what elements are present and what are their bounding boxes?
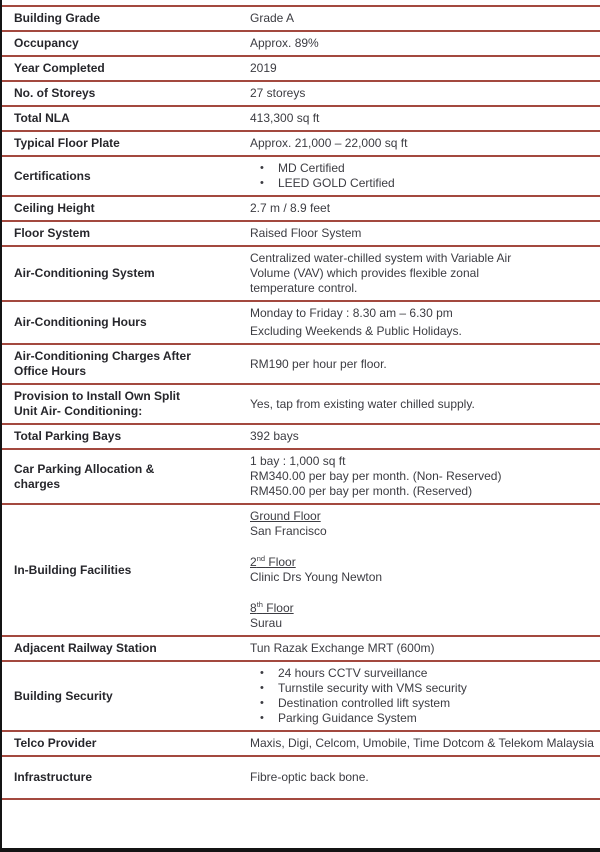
bullet-icon: • bbox=[260, 177, 264, 189]
spec-value: 2019 bbox=[250, 61, 277, 75]
spec-label: Certifications bbox=[14, 168, 91, 183]
bullet-text: Destination controlled lift system bbox=[278, 696, 451, 710]
table-row bbox=[2, 756, 600, 799]
spec-value bbox=[242, 301, 600, 344]
facility-group bbox=[250, 601, 594, 631]
table-row bbox=[2, 731, 600, 756]
spec-label: Total Parking Bays bbox=[14, 429, 122, 443]
bullet-item bbox=[250, 176, 594, 191]
facility-name: San Francisco bbox=[250, 524, 327, 538]
table-row bbox=[2, 156, 600, 196]
spec-label: Building Grade bbox=[14, 11, 101, 25]
spec-label: Occupancy bbox=[14, 36, 79, 50]
spec-value: Raised Floor System bbox=[250, 226, 362, 240]
spec-value: Tun Razak Exchange MRT (600m) bbox=[250, 641, 435, 655]
bullet-text: MD Certified bbox=[278, 161, 345, 175]
table-row bbox=[2, 301, 600, 344]
facility-name: Clinic Drs Young Newton bbox=[250, 570, 383, 584]
bullet-icon: • bbox=[260, 697, 264, 709]
floor-heading-text: 8th Floor bbox=[250, 600, 294, 615]
bullet-icon: • bbox=[260, 162, 264, 174]
floor-heading bbox=[250, 601, 594, 616]
floor-heading-text: 2nd Floor bbox=[250, 554, 296, 569]
spec-label: Building Security bbox=[14, 688, 113, 703]
spec-value: Maxis, Digi, Celcom, Umobile, Time Dotcom & Telekom Malaysia bbox=[250, 736, 594, 750]
spec-label: Typical Floor Plate bbox=[14, 136, 120, 150]
table-row bbox=[2, 661, 600, 731]
table-row bbox=[2, 106, 600, 131]
spec-label: Year Completed bbox=[14, 61, 105, 75]
table-row bbox=[2, 424, 600, 449]
building-spec-table bbox=[2, 5, 600, 800]
table-row bbox=[2, 221, 600, 246]
spec-label: Car Parking Allocation & charges bbox=[14, 461, 155, 491]
bullet-icon: • bbox=[260, 682, 264, 694]
facility-group bbox=[250, 509, 594, 539]
value-line: Excluding Weekends & Public Holidays. bbox=[250, 324, 462, 338]
page-left-edge bbox=[0, 0, 2, 852]
bullet-text: LEED GOLD Certified bbox=[278, 176, 395, 190]
spec-label: Total NLA bbox=[14, 111, 70, 125]
bullet-item bbox=[250, 666, 594, 681]
spec-label: Adjacent Railway Station bbox=[14, 641, 157, 655]
value-line: 1 bay : 1,000 sq ft bbox=[250, 454, 346, 468]
table-row bbox=[2, 246, 600, 301]
floor-heading-text: Ground Floor bbox=[250, 509, 321, 523]
spec-label: No. of Storeys bbox=[14, 86, 96, 100]
spec-label: Telco Provider bbox=[14, 736, 97, 750]
spec-value: 2.7 m / 8.9 feet bbox=[250, 201, 331, 215]
spec-label: Infrastructure bbox=[14, 770, 93, 784]
value-line: Monday to Friday : 8.30 am – 6.30 pm bbox=[250, 306, 453, 320]
spec-value: Approx. 89% bbox=[250, 36, 319, 50]
facility-group bbox=[250, 555, 594, 585]
table-row bbox=[2, 196, 600, 221]
spec-label: Ceiling Height bbox=[14, 201, 95, 215]
spec-value: Fibre-optic back bone. bbox=[250, 770, 369, 784]
value-line: RM340.00 per bay per month. (Non- Reserved) bbox=[250, 469, 502, 483]
page-bottom-edge bbox=[0, 848, 600, 852]
value-line: Centralized water-chilled system with Variable Air bbox=[250, 251, 512, 265]
bullet-icon: • bbox=[260, 667, 264, 679]
table-row bbox=[2, 131, 600, 156]
bullet-text: Turnstile security with VMS security bbox=[278, 681, 467, 695]
table-row bbox=[2, 504, 600, 636]
spec-value bbox=[242, 449, 600, 504]
table-row bbox=[2, 636, 600, 661]
value-line: Volume (VAV) which provides flexible zonal bbox=[250, 266, 479, 280]
spec-value bbox=[242, 661, 600, 731]
table-row bbox=[2, 31, 600, 56]
spec-value bbox=[242, 246, 600, 301]
bullet-text: 24 hours CCTV surveillance bbox=[278, 666, 428, 680]
spec-value: Grade A bbox=[250, 11, 295, 25]
floor-heading bbox=[250, 509, 594, 524]
value-line: temperature control. bbox=[250, 281, 358, 295]
spec-label: Air-Conditioning System bbox=[14, 266, 155, 280]
bullet-icon: • bbox=[260, 712, 264, 724]
spec-label: In-Building Facilities bbox=[14, 562, 132, 577]
ordinal-suffix: nd bbox=[256, 554, 266, 563]
bullet-item bbox=[250, 711, 594, 726]
bullet-item bbox=[250, 161, 594, 176]
table-row bbox=[2, 384, 600, 424]
spec-table-body bbox=[2, 6, 600, 799]
spec-value bbox=[242, 504, 600, 636]
spec-value: 413,300 sq ft bbox=[250, 111, 320, 125]
floor-heading bbox=[250, 555, 594, 570]
ordinal-suffix: th bbox=[256, 600, 263, 609]
table-row bbox=[2, 449, 600, 504]
bullet-item bbox=[250, 681, 594, 696]
spec-label: Air-Conditioning Hours bbox=[14, 315, 147, 329]
bullet-text: Parking Guidance System bbox=[278, 711, 417, 725]
facility-name: Surau bbox=[250, 616, 283, 630]
spec-value bbox=[242, 156, 600, 196]
spec-value: Approx. 21,000 – 22,000 sq ft bbox=[250, 136, 408, 150]
spec-value: RM190 per hour per floor. bbox=[250, 356, 387, 371]
value-line: RM450.00 per bay per month. (Reserved) bbox=[250, 484, 473, 498]
table-row bbox=[2, 81, 600, 106]
spec-value: Yes, tap from existing water chilled supply. bbox=[250, 396, 475, 411]
spec-label: Air-Conditioning Charges After Office Hours bbox=[14, 349, 191, 378]
spec-value: 27 storeys bbox=[250, 86, 306, 100]
table-row bbox=[2, 56, 600, 81]
bullet-item bbox=[250, 696, 594, 711]
spec-value: 392 bays bbox=[250, 429, 299, 443]
table-row bbox=[2, 344, 600, 384]
spec-label: Floor System bbox=[14, 226, 91, 240]
table-row bbox=[2, 6, 600, 31]
spec-label: Provision to Install Own Split Unit Air- Conditioning: bbox=[14, 389, 181, 418]
